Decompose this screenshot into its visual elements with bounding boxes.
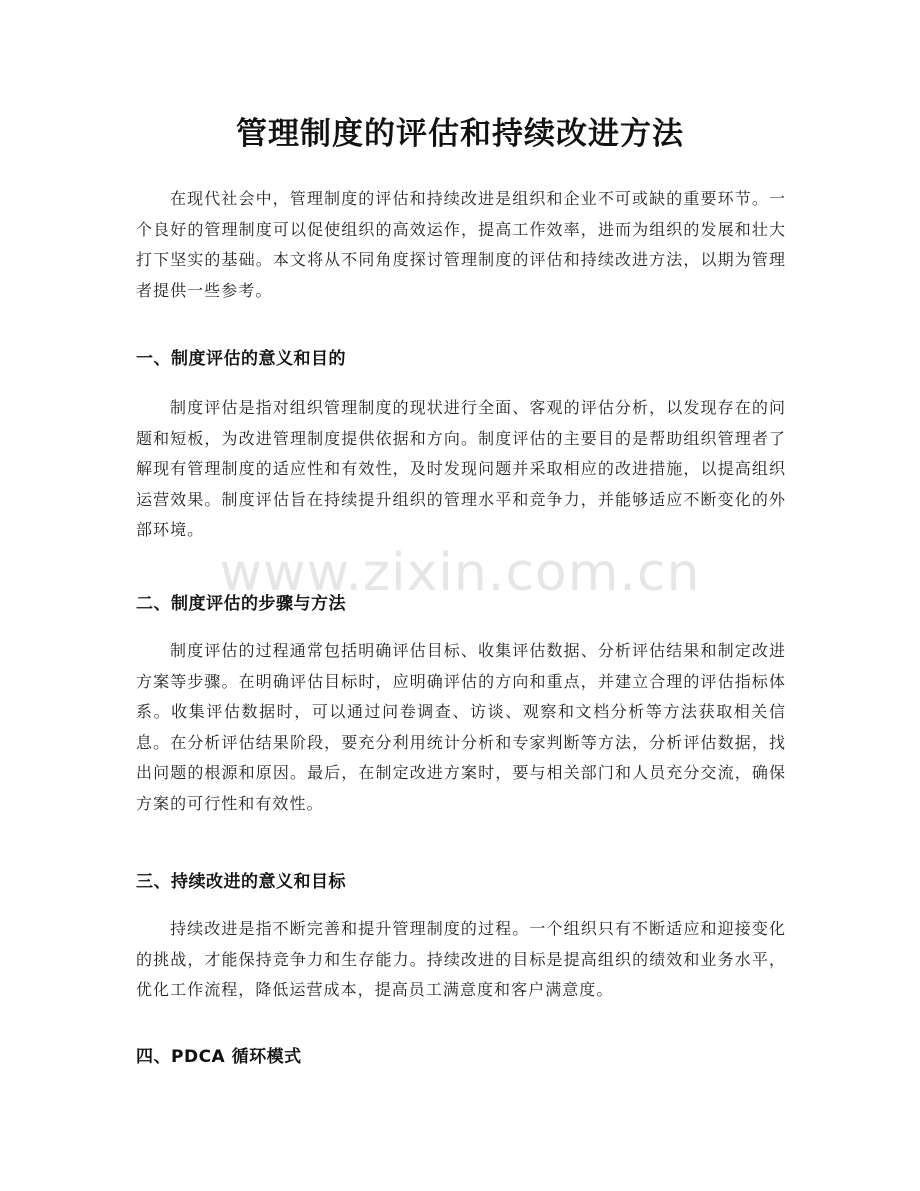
section-4-heading: 四、PDCA 循环模式 [136, 1047, 302, 1067]
section-2-body: 制度评估的过程通常包括明确评估目标、收集评估数据、分析评估结果和制定改进方案等步骤。在明确评估目标时，应明确评估的方向和重点，并建立合理的评估指标体系。收集评估数据时，可以通过问卷调查、访谈、观察和文档分析等方法获取相关信息。在分析评估结果阶段，要充分利用统计分析和专家判断等方法，分析评估数据，找出问题的根源和原因。最后，在制定改进方案时，要与相关部门和人员充分交流，确保方案的可行性和有效性。 [136, 641, 786, 813]
section-3-heading: 三、持续改进的意义和目标 [136, 872, 346, 892]
section-1-body: 制度评估是指对组织管理制度的现状进行全面、客观的评估分析，以发现存在的问题和短板，为改进管理制度提供依据和方向。制度评估的主要目的是帮助组织管理者了解现有管理制度的适应性和有效性，及时发现问题并采取相应的改进措施，以提高组织运营效果。制度评估旨在持续提升组织的管理水平和竞争力，并能够适应不断变化的外部环境。 [136, 398, 786, 539]
section-3-body: 持续改进是指不断完善和提升管理制度的过程。一个组织只有不断适应和迎接变化的挑战，才能保持竞争力和生存能力。持续改进的目标是提高组织的绩效和业务水平，优化工作流程，降低运营成本，提高员工满意度和客户满意度。 [136, 919, 786, 999]
intro-paragraph: 在现代社会中，管理制度的评估和持续改进是组织和企业不可或缺的重要环节。一个良好的管理制度可以促使组织的高效运作，提高工作效率，进而为组织的发展和壮大打下坚实的基础。本文将从不同角度探讨管理制度的评估和持续改进方法，以期为管理者提供一些参考。 [136, 189, 786, 300]
section-1-heading: 一、制度评估的意义和目的 [136, 349, 346, 369]
watermark: www.zixin.com.cn [219, 543, 701, 603]
document-title: 管理制度的评估和持续改进方法 [236, 116, 684, 152]
section-2-heading: 二、制度评估的步骤与方法 [136, 594, 346, 614]
